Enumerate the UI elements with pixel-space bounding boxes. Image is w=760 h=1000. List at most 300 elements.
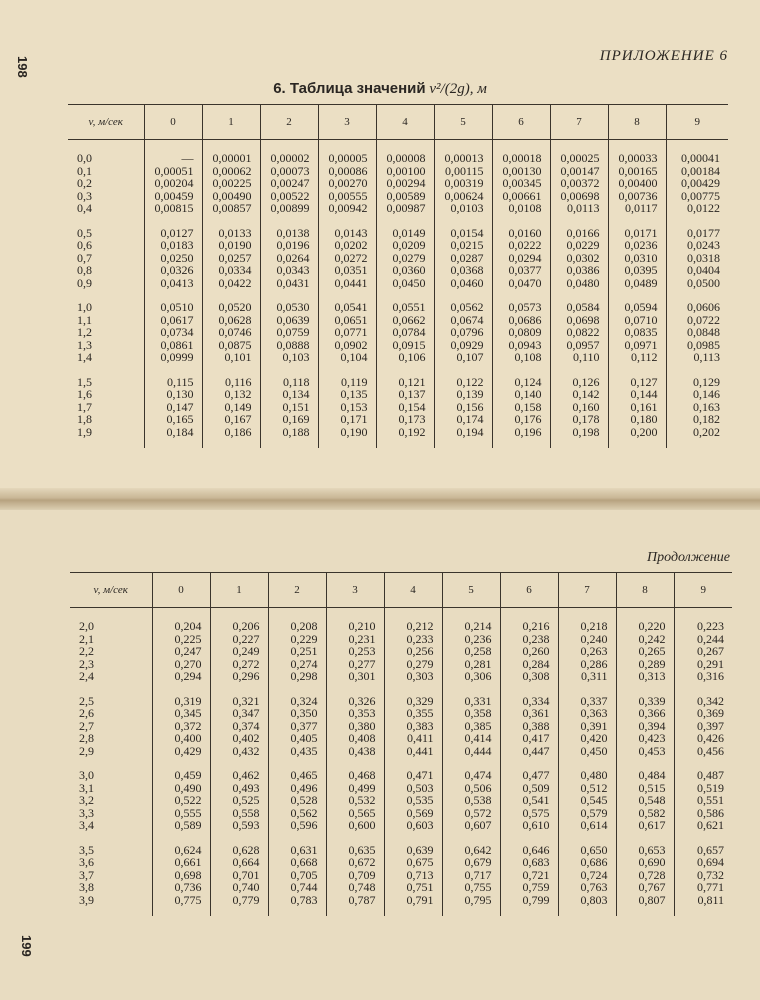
table-row: [68, 152, 728, 165]
table-cell: 0,00008: [376, 152, 434, 165]
table-cell: 0,0710: [608, 314, 666, 327]
table-cell: 0,180: [608, 413, 666, 426]
table-cell: 0,569: [384, 807, 442, 820]
table-cell: 0,204: [152, 620, 210, 633]
table-cell: 0,0971: [608, 339, 666, 352]
table-cell: 0,468: [326, 769, 384, 782]
table-cell: 0,565: [326, 807, 384, 820]
table-cell: 0,0343: [260, 264, 318, 277]
row-velocity: 0,7: [77, 250, 92, 265]
table-cell: 0,00025: [550, 152, 608, 165]
row-velocity: 2,5: [79, 693, 94, 708]
table-cell: 0,167: [202, 413, 260, 426]
row-velocity: 1,3: [77, 337, 92, 352]
table-cell: 0,728: [616, 869, 674, 882]
table-cell: 0,0450: [376, 277, 434, 290]
table-cell: 0,0573: [492, 301, 550, 314]
row-velocity: 0,0: [77, 151, 92, 165]
table-cell: 0,767: [616, 881, 674, 894]
table-cell: 0,709: [326, 869, 384, 882]
table-cell: 0,408: [326, 732, 384, 745]
table-cell: 0,284: [500, 658, 558, 671]
header-digit-4: 4: [384, 573, 442, 608]
table-cell: 0,342: [674, 695, 732, 708]
table-cell: 0,313: [616, 670, 674, 683]
table-cell: 0,00270: [318, 177, 376, 190]
table-cell: 0,260: [500, 645, 558, 658]
row-velocity: 0,9: [77, 275, 92, 290]
table-cell: 0,698: [152, 869, 210, 882]
table-cell: 0,771: [674, 881, 732, 894]
table-cell: 0,0190: [202, 239, 260, 252]
table-row: [70, 794, 732, 807]
row-velocity: 2,0: [79, 619, 94, 633]
table-cell: 0,0551: [376, 301, 434, 314]
table-cell: 0,0470: [492, 277, 550, 290]
table-cell: 0,791: [384, 894, 442, 907]
table-cell: 0,119: [318, 376, 376, 389]
table-cell: 0,0809: [492, 326, 550, 339]
table-row: [68, 326, 728, 339]
table-cell: 0,519: [674, 782, 732, 795]
table-cell: 0,465: [268, 769, 326, 782]
table-cell: 0,00165: [608, 165, 666, 178]
table-cell: 0,541: [500, 794, 558, 807]
spacer-row: [70, 608, 732, 621]
table-cell: 0,0108: [492, 202, 550, 215]
row-velocity: 3,0: [79, 768, 94, 782]
table-cell: 0,0628: [202, 314, 260, 327]
table-cell: 0,628: [210, 844, 268, 857]
table-cell: 0,267: [674, 645, 732, 658]
table-cell: 0,0957: [550, 339, 608, 352]
table-cell: 0,0215: [434, 239, 492, 252]
table-cell: 0,242: [616, 633, 674, 646]
table-cell: 0,484: [616, 769, 674, 782]
table-cell: 0,646: [500, 844, 558, 857]
row-velocity: 3,7: [79, 867, 94, 882]
table-cell: 0,423: [616, 732, 674, 745]
row-velocity: 0,8: [77, 263, 92, 277]
table-row: [70, 645, 732, 658]
table-cell: 0,0404: [666, 264, 728, 277]
table-cell: 0,240: [558, 633, 616, 646]
table-cell: 0,600: [326, 819, 384, 832]
table-row: [68, 239, 728, 252]
table-cell: 0,00225: [202, 177, 260, 190]
header-velocity: v, м/сек: [70, 573, 152, 608]
table-cell: 0,374: [210, 720, 268, 733]
table-cell: 0,00147: [550, 165, 608, 178]
table-cell: 0,00062: [202, 165, 260, 178]
table-cell: 0,0489: [608, 277, 666, 290]
table-cell: 0,200: [608, 426, 666, 439]
table-cell: 0,231: [326, 633, 384, 646]
header-digit-2: 2: [268, 573, 326, 608]
table-cell: 0,369: [674, 707, 732, 720]
table-cell: 0,210: [326, 620, 384, 633]
table-cell: 0,380: [326, 720, 384, 733]
table-cell: 0,296: [210, 670, 268, 683]
table-cell: 0,218: [558, 620, 616, 633]
row-velocity: 1,2: [77, 325, 92, 339]
table-cell: 0,493: [210, 782, 268, 795]
table-row: [70, 769, 732, 782]
table-cell: 0,238: [500, 633, 558, 646]
table-title-formula: v²/(2g), м: [429, 81, 487, 97]
table-cell: 0,0796: [434, 326, 492, 339]
table-cell: 0,0784: [376, 326, 434, 339]
table-cell: 0,496: [268, 782, 326, 795]
table-cell: 0,0149: [376, 227, 434, 240]
row-velocity: 3,1: [79, 780, 94, 795]
table-cell: 0,614: [558, 819, 616, 832]
table-cell: 0,174: [434, 413, 492, 426]
table-cell: 0,178: [550, 413, 608, 426]
table-cell: 0,00002: [260, 152, 318, 165]
table-cell: 0,366: [616, 707, 674, 720]
table-cell: 0,00987: [376, 202, 434, 215]
table-cell: 0,441: [384, 745, 442, 758]
table-row: [68, 177, 728, 190]
row-velocity: 2,8: [79, 731, 94, 745]
table-cell: 0,512: [558, 782, 616, 795]
table-cell: 0,624: [152, 844, 210, 857]
row-velocity: 1,5: [77, 374, 92, 389]
table-cell: 0,532: [326, 794, 384, 807]
table-cell: 0,00942: [318, 202, 376, 215]
table-cell: 0,0302: [550, 252, 608, 265]
table-cell: 0,603: [384, 819, 442, 832]
table-cell: 0,411: [384, 732, 442, 745]
table-cell: 0,121: [376, 376, 434, 389]
header-digit-1: 1: [210, 573, 268, 608]
table-cell: 0,146: [666, 388, 728, 401]
running-head: ПРИЛОЖЕНИЕ 6: [599, 48, 728, 64]
table-cell: 0,311: [558, 670, 616, 683]
table-row: [70, 670, 732, 683]
table-row: [70, 707, 732, 720]
table-cell: 0,377: [268, 720, 326, 733]
table-cell: 0,361: [500, 707, 558, 720]
table-cell: 0,00400: [608, 177, 666, 190]
table-cell: 0,506: [442, 782, 500, 795]
table-cell: 0,0888: [260, 339, 318, 352]
table-cell: 0,607: [442, 819, 500, 832]
table-cell: 0,194: [434, 426, 492, 439]
table-cell: 0,0584: [550, 301, 608, 314]
table-cell: 0,0279: [376, 252, 434, 265]
table-cell: 0,00589: [376, 190, 434, 203]
table-cell: 0,397: [674, 720, 732, 733]
header-digit-5: 5: [442, 573, 500, 608]
table-cell: 0,456: [674, 745, 732, 758]
values-table-top: [68, 104, 728, 448]
table-cell: 0,256: [384, 645, 442, 658]
table-cell: 0,00372: [550, 177, 608, 190]
table-cell: 0,127: [608, 376, 666, 389]
table-row: [70, 658, 732, 671]
table-cell: 0,0413: [144, 277, 202, 290]
table-cell: 0,00345: [492, 177, 550, 190]
table-cell: 0,635: [326, 844, 384, 857]
table-cell: 0,350: [268, 707, 326, 720]
table-cell: 0,212: [384, 620, 442, 633]
row-velocity: 1,7: [77, 399, 92, 414]
table-cell: 0,0166: [550, 227, 608, 240]
table-cell: 0,00073: [260, 165, 318, 178]
table-cell: 0,00204: [144, 177, 202, 190]
table-cell: 0,732: [674, 869, 732, 882]
table-cell: 0,450: [558, 745, 616, 758]
table-cell: 0,0929: [434, 339, 492, 352]
table-row: [68, 388, 728, 401]
table-cell: 0,00698: [550, 190, 608, 203]
table-cell: 0,429: [152, 745, 210, 758]
table-cell: —: [144, 152, 202, 165]
table-cell: 0,759: [500, 881, 558, 894]
table-cell: 0,0113: [550, 202, 608, 215]
table-cell: 0,298: [268, 670, 326, 683]
header-digit-6: 6: [500, 573, 558, 608]
header-velocity: v, м/сек: [68, 105, 144, 140]
table-cell: 0,664: [210, 856, 268, 869]
table-cell: 0,182: [666, 413, 728, 426]
table-cell: 0,405: [268, 732, 326, 745]
table-cell: 0,639: [384, 844, 442, 857]
table-cell: 0,414: [442, 732, 500, 745]
row-velocity: 0,5: [77, 225, 92, 240]
table-cell: 0,0822: [550, 326, 608, 339]
table-row: [70, 745, 732, 758]
table-cell: 0,0334: [202, 264, 260, 277]
table-cell: 0,294: [152, 670, 210, 683]
table-cell: 0,140: [492, 388, 550, 401]
table-cell: 0,0183: [144, 239, 202, 252]
table-cell: 0,755: [442, 881, 500, 894]
page-number-top: 198: [15, 56, 30, 78]
table-cell: 0,0510: [144, 301, 202, 314]
values-table-bottom: [70, 572, 732, 916]
table-cell: 0,736: [152, 881, 210, 894]
table-cell: 0,0480: [550, 277, 608, 290]
table-cell: 0,324: [268, 695, 326, 708]
table-cell: 0,572: [442, 807, 500, 820]
table-cell: 0,0698: [550, 314, 608, 327]
table-cell: 0,265: [616, 645, 674, 658]
table-cell: 0,192: [376, 426, 434, 439]
table-cell: 0,00001: [202, 152, 260, 165]
table-cell: 0,783: [268, 894, 326, 907]
table-cell: 0,555: [152, 807, 210, 820]
table-cell: 0,106: [376, 351, 434, 364]
table-cell: 0,0562: [434, 301, 492, 314]
table-cell: 0,694: [674, 856, 732, 869]
table-cell: 0,385: [442, 720, 500, 733]
table-cell: 0,258: [442, 645, 500, 658]
table-cell: 0,00857: [202, 202, 260, 215]
table-cell: 0,432: [210, 745, 268, 758]
table-cell: 0,216: [500, 620, 558, 633]
table-cell: 0,490: [152, 782, 210, 795]
table-cell: 0,124: [492, 376, 550, 389]
table-cell: 0,206: [210, 620, 268, 633]
table-cell: 0,575: [500, 807, 558, 820]
table-cell: 0,00247: [260, 177, 318, 190]
table-cell: 0,528: [268, 794, 326, 807]
table-cell: 0,0160: [492, 227, 550, 240]
table-cell: 0,447: [500, 745, 558, 758]
row-velocity: 2,7: [79, 718, 94, 733]
table-cell: 0,158: [492, 401, 550, 414]
table-cell: 0,650: [558, 844, 616, 857]
table-cell: 0,558: [210, 807, 268, 820]
table-cell: 0,139: [434, 388, 492, 401]
table-cell: 0,0236: [608, 239, 666, 252]
table-cell: 0,372: [152, 720, 210, 733]
header-digit-7: 7: [558, 573, 616, 608]
table-cell: 0,251: [268, 645, 326, 658]
table-cell: 0,0326: [144, 264, 202, 277]
spacer-row: [70, 683, 732, 695]
table-cell: 0,160: [550, 401, 608, 414]
table-cell: 0,400: [152, 732, 210, 745]
table-cell: 0,00459: [144, 190, 202, 203]
table-cell: 0,00490: [202, 190, 260, 203]
table-cell: 0,274: [268, 658, 326, 671]
row-velocity: 1,0: [77, 300, 92, 314]
table-cell: 0,308: [500, 670, 558, 683]
row-velocity: 1,4: [77, 350, 92, 364]
table-cell: 0,270: [152, 658, 210, 671]
table-cell: 0,353: [326, 707, 384, 720]
table-cell: 0,444: [442, 745, 500, 758]
row-velocity: 1,9: [77, 424, 92, 439]
table-cell: 0,435: [268, 745, 326, 758]
table-cell: 0,184: [144, 426, 202, 439]
table-row: [70, 720, 732, 733]
table-cell: 0,0861: [144, 339, 202, 352]
table-cell: 0,173: [376, 413, 434, 426]
table-cell: 0,00899: [260, 202, 318, 215]
table-cell: 0,00086: [318, 165, 376, 178]
table-cell: 0,112: [608, 351, 666, 364]
table-cell: 0,668: [268, 856, 326, 869]
row-velocity: 0,2: [77, 176, 92, 190]
table-cell: 0,118: [260, 376, 318, 389]
spacer-row: [68, 215, 728, 227]
table-cell: 0,0377: [492, 264, 550, 277]
table-cell: 0,701: [210, 869, 268, 882]
header-digit-9: 9: [674, 573, 732, 608]
table-cell: 0,0594: [608, 301, 666, 314]
table-row: [70, 856, 732, 869]
table-row: [70, 620, 732, 633]
table-cell: 0,188: [260, 426, 318, 439]
table-cell: 0,244: [674, 633, 732, 646]
row-velocity: 0,4: [77, 201, 92, 215]
table-cell: 0,0686: [492, 314, 550, 327]
page-fold: [0, 488, 760, 510]
table-cell: 0,00018: [492, 152, 550, 165]
table-header-row: [70, 573, 732, 608]
table-cell: 0,289: [616, 658, 674, 671]
table-cell: 0,176: [492, 413, 550, 426]
table-cell: 0,683: [500, 856, 558, 869]
table-cell: 0,163: [666, 401, 728, 414]
table-cell: 0,0196: [260, 239, 318, 252]
table-cell: 0,724: [558, 869, 616, 882]
table-cell: 0,744: [268, 881, 326, 894]
table-cell: 0,196: [492, 426, 550, 439]
table-cell: 0,763: [558, 881, 616, 894]
table-cell: 0,291: [674, 658, 732, 671]
table-cell: 0,499: [326, 782, 384, 795]
table-cell: 0,169: [260, 413, 318, 426]
table-row: [70, 807, 732, 820]
table-cell: 0,00522: [260, 190, 318, 203]
table-cell: 0,345: [152, 707, 210, 720]
table-cell: 0,596: [268, 819, 326, 832]
table-cell: 0,208: [268, 620, 326, 633]
row-velocity: 3,9: [79, 892, 94, 907]
table-cell: 0,748: [326, 881, 384, 894]
table-title: [150, 80, 610, 98]
table-cell: 0,272: [210, 658, 268, 671]
table-cell: 0,0662: [376, 314, 434, 327]
row-velocity: 2,1: [79, 631, 94, 646]
table-row: [68, 426, 728, 439]
header-digit-5: 5: [434, 105, 492, 140]
table-cell: 0,477: [500, 769, 558, 782]
row-velocity: 0,6: [77, 238, 92, 252]
table-cell: 0,358: [442, 707, 500, 720]
table-cell: 0,339: [616, 695, 674, 708]
table-cell: 0,116: [202, 376, 260, 389]
table-cell: 0,00184: [666, 165, 728, 178]
table-cell: 0,462: [210, 769, 268, 782]
table-cell: 0,233: [384, 633, 442, 646]
row-velocity: 2,6: [79, 706, 94, 720]
table-cell: 0,657: [674, 844, 732, 857]
table-cell: 0,453: [616, 745, 674, 758]
table-cell: 0,0264: [260, 252, 318, 265]
table-cell: 0,438: [326, 745, 384, 758]
table-cell: 0,110: [550, 351, 608, 364]
table-cell: 0,0243: [666, 239, 728, 252]
row-velocity: 2,2: [79, 644, 94, 658]
table-cell: 0,0639: [260, 314, 318, 327]
table-cell: 0,617: [616, 819, 674, 832]
table-cell: 0,135: [318, 388, 376, 401]
table-cell: 0,535: [384, 794, 442, 807]
table-cell: 0,811: [674, 894, 732, 907]
table-cell: 0,00130: [492, 165, 550, 178]
table-cell: 0,503: [384, 782, 442, 795]
table-cell: 0,0441: [318, 277, 376, 290]
table-cell: 0,551: [674, 794, 732, 807]
table-cell: 0,642: [442, 844, 500, 857]
table-cell: 0,334: [500, 695, 558, 708]
table-row: [70, 633, 732, 646]
table-row: [70, 695, 732, 708]
row-velocity: 3,2: [79, 793, 94, 807]
table-cell: 0,562: [268, 807, 326, 820]
table-cell: 0,522: [152, 794, 210, 807]
table-cell: 0,0422: [202, 277, 260, 290]
spacer-row: [70, 906, 732, 916]
table-cell: 0,225: [152, 633, 210, 646]
